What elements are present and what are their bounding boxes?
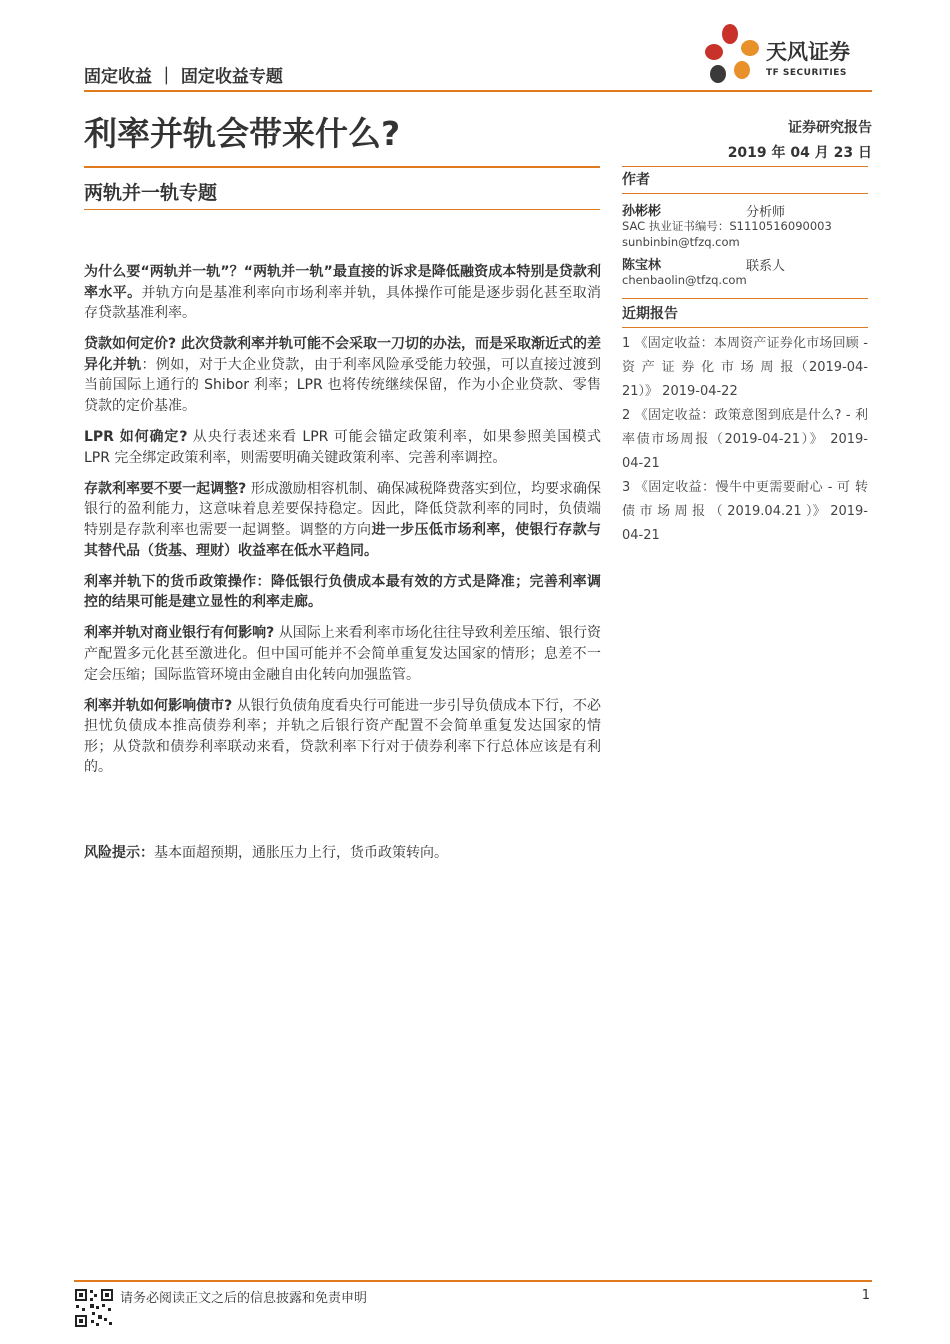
author-email[interactable]: chenbaolin@tfzq.com: [622, 273, 747, 287]
report-title: 利率并轨会带来什么?: [84, 114, 401, 153]
sidebar-recent-reports: [622, 298, 868, 548]
page-number: 1: [861, 1288, 870, 1303]
author-role: 分析师: [746, 205, 786, 220]
logo-petal-right: [741, 40, 759, 56]
summary-paragraph: 贷款如何定价? 此次贷款利率并轨可能不会采取一刀切的办法，而是采取渐近式的差异化并轨：例如，对于大企业贷款，由于利率风险承受能力较强，可以直接过渡到当前国际上通行的 Shibor 利率；LPR 也将传统继续保留，作为小企业贷款、零售贷款的定价基准。: [84, 336, 602, 415]
header-divider: [84, 90, 872, 92]
risk-warning: [84, 842, 601, 862]
recent-reports-heading: 近期报告: [622, 306, 678, 322]
report-date: 2019 年 04 月 23 日: [727, 145, 872, 161]
logo-flower-icon: [700, 22, 762, 86]
author-row: [622, 254, 868, 272]
summary-paragraph: 为什么要“两轨并一轨”？“两轨并一轨”最直接的诉求是降低融资成本特别是贷款利率水平。并轨方向是基准利率向市场利率并轨，具体操作可能是逐步弱化甚至取消存贷款基准利率。: [84, 264, 602, 322]
recent-report-item[interactable]: 1 《固定收益：本周资产证券化市场回顾 - 资 产 证 券 化 市 场 周 报（2019-04-21）》 2019-04-22: [622, 336, 868, 399]
sidebar-divider: [622, 298, 868, 299]
recent-report-item[interactable]: 2 《固定收益：政策意图到底是什么? - 利率债市场周报（2019-04-21）》 2019-04-21: [622, 408, 868, 471]
risk-label: 风险提示：: [84, 845, 154, 861]
logo-text-cn: 天风证券: [766, 40, 850, 64]
author-cert: SAC 执业证书编号：S1110516090003: [622, 219, 832, 233]
author-role: 联系人: [746, 259, 786, 274]
sidebar-divider: [622, 327, 868, 328]
summary-paragraph: 利率并轨对商业银行有何影响? 从国际上来看利率市场化往往导致利差压缩、银行资产配置多元化甚至激进化。但中国可能并不会简单重复发达国家的情形；息差不一定会压缩；国际监管环境由金融自由化转向加强监管。: [84, 625, 601, 683]
report-subtitle: 两轨并一轨专题: [84, 182, 218, 204]
sidebar-divider: [622, 193, 868, 194]
author-name: 孙彬彬: [622, 204, 662, 219]
authors-heading: 作者: [622, 172, 650, 188]
summary-paragraph: 利率并轨如何影响债市? 从银行负债角度看央行可能进一步引导负债成本下行，不必担忧负债成本推高债券利率；并轨之后银行资产配置不会简单重复发达国家的情形；从贷款和债券利率联动来看，贷款利率下行对于债券利率下行总体应该是有利的。: [84, 697, 602, 776]
logo-petal-bottom-left: [710, 65, 726, 83]
logo-petal-top: [722, 24, 738, 44]
title-divider: [84, 166, 600, 168]
summary-paragraph: 存款利率要不要一起调整? 形成激励相容机制、确保减税降费落实到位，均要求确保银行的盈利能力，这意味着息差要保持稳定。因此，降低贷款利率的同时，负债端特别是存款利率也需要一起调整。调整的方向进一步压低市场利率，使银行存款与其替代品（货基、理财）收益率在低水平趋同。: [84, 480, 602, 559]
company-logo: [700, 22, 872, 88]
risk-text: 基本面超预期，通胀压力上行，货币政策转向。: [154, 845, 448, 861]
footer-disclaimer: 请务必阅读正文之后的信息披露和免责申明: [120, 1291, 368, 1306]
summary-paragraph: LPR 如何确定? 从央行表述来看 LPR 可能会锚定政策利率，如果参照美国模式 LPR 完全绑定政策利率，则需要明确关键政策利率、完善利率调控。: [84, 429, 601, 466]
report-summary: [84, 262, 601, 789]
author-name: 陈宝林: [622, 258, 662, 273]
footer-divider: [74, 1280, 872, 1282]
summary-paragraph: 利率并轨下的货币政策操作：降低银行负债成本最有效的方式是降准；完善利率调控的结果可能是建立显性的利率走廊。: [84, 573, 601, 611]
report-type: 证券研究报告: [788, 120, 872, 136]
logo-text-en: TF SECURITIES: [766, 68, 847, 78]
qr-code-icon: [74, 1288, 114, 1328]
header-category: 固定收益 ｜ 固定收益专题: [84, 67, 283, 87]
author-row: [622, 200, 868, 218]
logo-petal-left: [705, 44, 723, 60]
sidebar-authors: [622, 166, 868, 288]
recent-report-item[interactable]: 3 《固定收益：慢牛中更需要耐心 - 可 转 债 市 场 周 报 （ 2019.04.21 ）》 2019-04-21: [622, 480, 868, 543]
logo-petal-bottom-right: [734, 61, 750, 79]
subtitle-divider: [84, 209, 600, 210]
sidebar-divider: [622, 166, 868, 167]
author-email[interactable]: sunbinbin@tfzq.com: [622, 235, 740, 249]
